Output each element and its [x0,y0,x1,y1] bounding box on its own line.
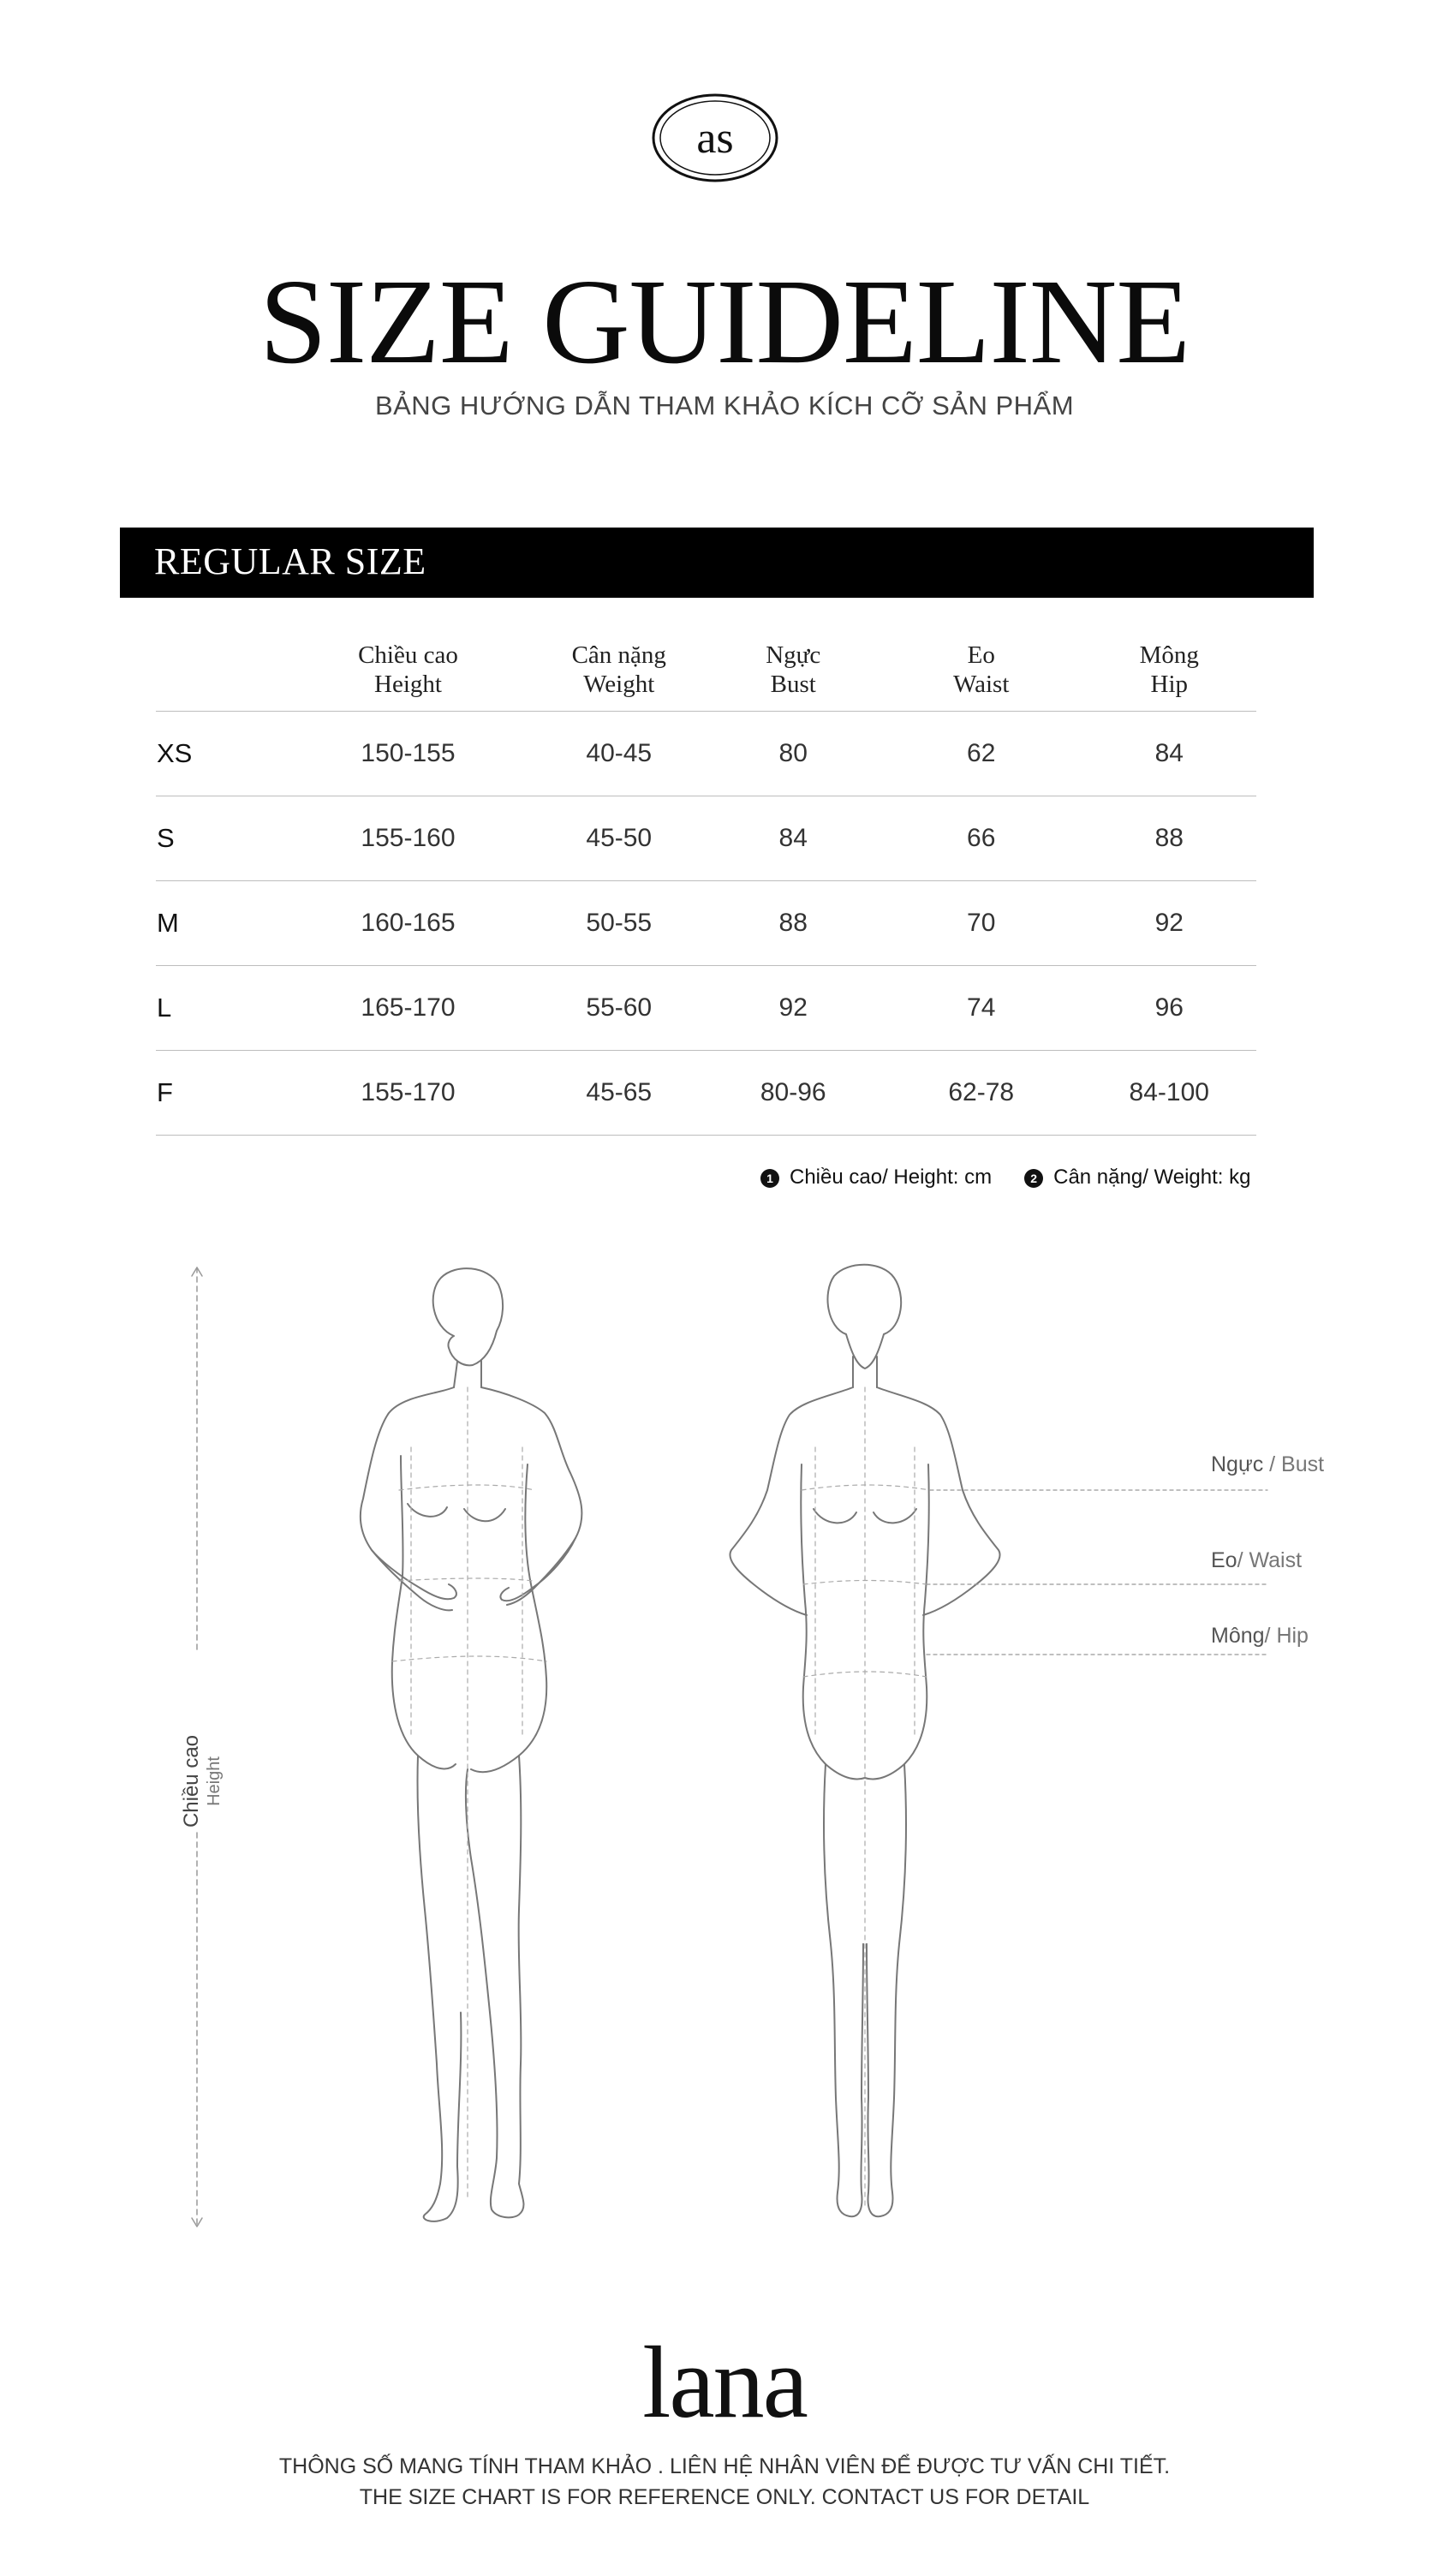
hip-cell: 84 [1082,712,1256,796]
weight-cell: 50-55 [532,881,706,966]
note-weight-unit [1024,1166,1250,1190]
bust-label-vi: Ngực [1211,1452,1264,1476]
hip-label [1211,1624,1309,1649]
column-header-waist: Eo Waist [880,634,1082,712]
weight-cell: 55-60 [532,966,706,1051]
brand-wordmark: lana [642,2325,807,2439]
column-header-hip: Mông Hip [1082,634,1256,712]
size-cell: XS [156,712,284,796]
figure-three-quarter [361,1268,582,2221]
footer-note-vi: THÔNG SỐ MANG TÍNH THAM KHẢO . LIÊN HỆ NHÂN VIÊN ĐỂ ĐƯỢC TƯ VẤN CHI TIẾT. [278,2454,1171,2478]
waist-cell: 62 [880,712,1082,796]
waist-cell: 70 [880,881,1082,966]
waist-label-vi: Eo [1211,1548,1237,1572]
size-cell: M [156,881,284,966]
section-title: REGULAR SIZE [154,540,426,582]
brand-logo [651,92,779,183]
body-measurement-illustration [154,1259,1353,2252]
bust-label-en: / Bust [1263,1452,1325,1476]
logo-monogram: as [696,114,734,163]
height-label-en: Height [205,1756,224,1806]
column-header-height: Chiều cao Height [284,634,532,712]
hip-cell: 88 [1082,796,1256,881]
note-number-badge: 1 [760,1169,779,1188]
page-title: SIZE GUIDELINE [259,253,1190,389]
size-cell: F [156,1051,284,1136]
waist-cell: 62-78 [880,1051,1082,1136]
height-label-vi: Chiều cao [180,1734,203,1828]
hip-label-vi: Mông [1211,1624,1265,1648]
height-cell: 155-160 [284,796,532,881]
table-row [156,881,1256,966]
bust-cell: 80 [706,712,880,796]
waist-label-en: / Waist [1237,1548,1303,1572]
bust-cell: 80-96 [706,1051,880,1136]
height-cell: 150-155 [284,712,532,796]
unit-notes [760,1166,1250,1190]
hip-label-en: / Hip [1264,1624,1309,1648]
table-row [156,796,1256,881]
size-table [156,634,1256,1136]
waist-cell: 66 [880,796,1082,881]
table-header-row [156,634,1256,712]
footer-note-en: THE SIZE CHART IS FOR REFERENCE ONLY. CONTACT US FOR DETAIL [359,2485,1090,2509]
note-height-unit [760,1166,992,1190]
size-cell: S [156,796,284,881]
note-number-badge: 2 [1024,1169,1043,1188]
hip-cell: 96 [1082,966,1256,1051]
table-row [156,712,1256,796]
height-cell: 160-165 [284,881,532,966]
height-cell: 155-170 [284,1051,532,1136]
waist-cell: 74 [880,966,1082,1051]
weight-cell: 45-65 [532,1051,706,1136]
bust-cell: 92 [706,966,880,1051]
note-text: Cân nặng/ Weight: kg [1053,1166,1251,1189]
size-cell: L [156,966,284,1051]
hip-cell: 84-100 [1082,1051,1256,1136]
figure-front [730,1265,999,2216]
table-row [156,1051,1256,1136]
column-header-size [156,634,284,712]
height-label [180,1696,248,1867]
table-row [156,966,1256,1051]
weight-cell: 40-45 [532,712,706,796]
column-header-bust: Ngực Bust [706,634,880,712]
waist-label [1211,1548,1302,1573]
column-header-weight: Cân nặng Weight [532,634,706,712]
height-cell: 165-170 [284,966,532,1051]
bust-cell: 84 [706,796,880,881]
note-text: Chiều cao/ Height: cm [790,1166,993,1189]
bust-cell: 88 [706,881,880,966]
hip-cell: 92 [1082,881,1256,966]
weight-cell: 45-50 [532,796,706,881]
bust-label [1211,1452,1324,1477]
page-subtitle: BẢNG HƯỚNG DẪN THAM KHẢO KÍCH CỠ SẢN PHẨM [374,391,1075,420]
